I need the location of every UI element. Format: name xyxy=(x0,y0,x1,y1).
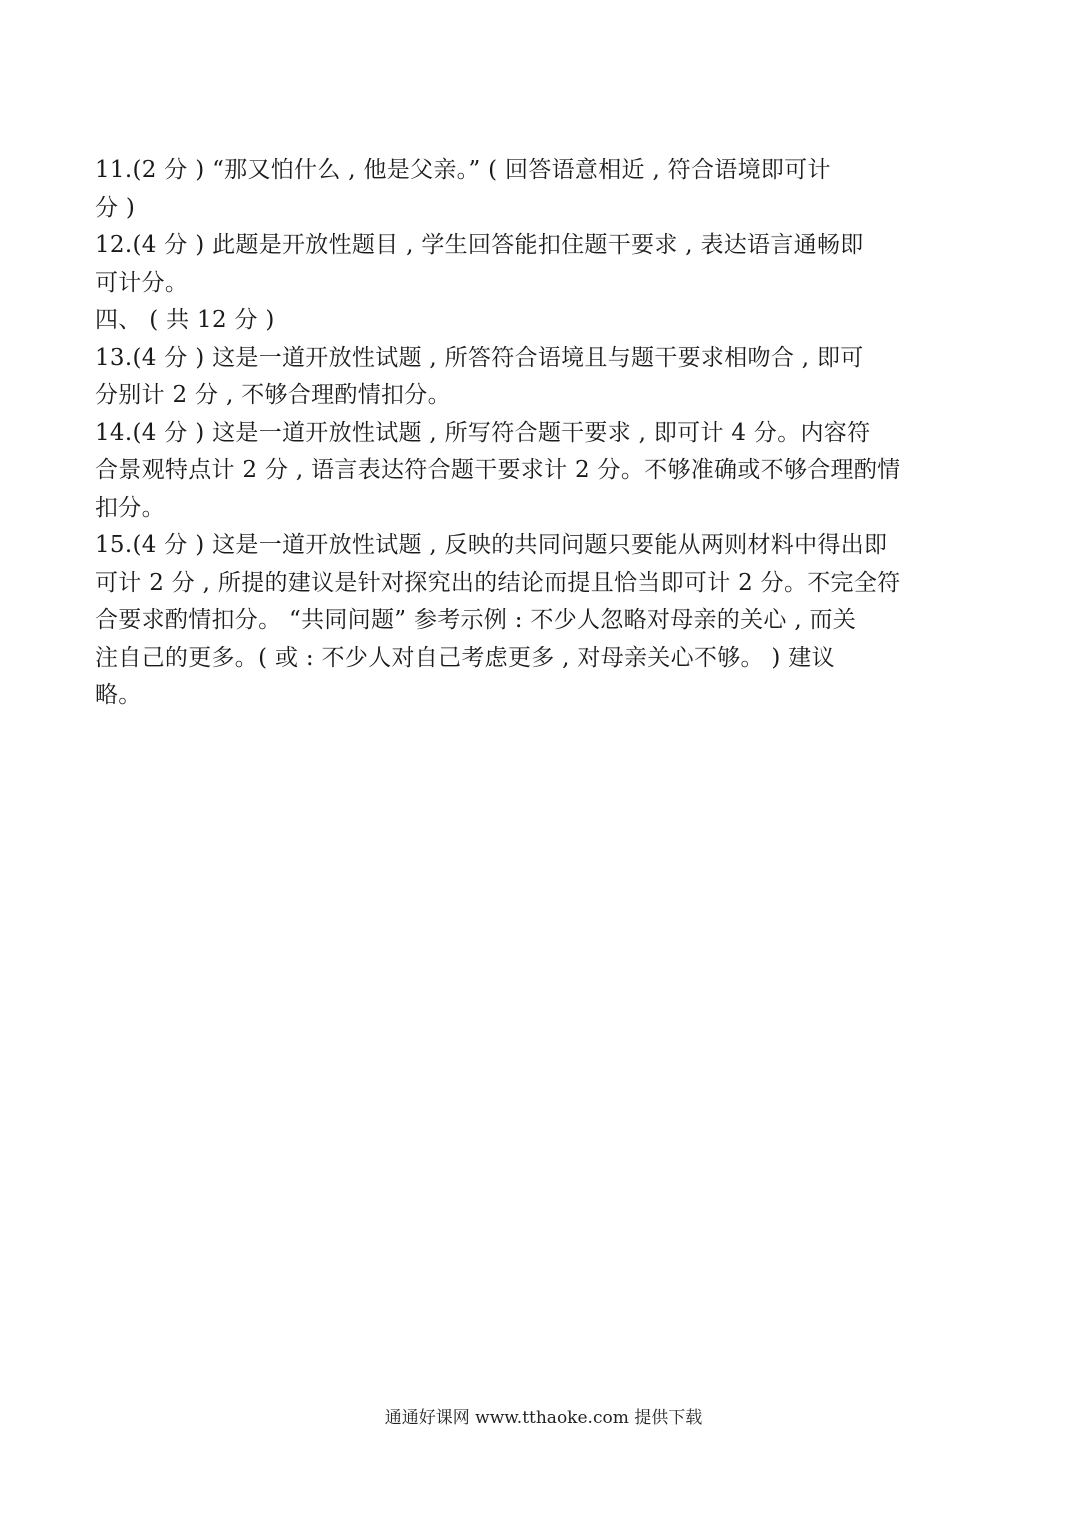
answer-key-text xyxy=(95,152,985,715)
text-line: 注自己的更多。( 或 : 不少人对自己考虑更多 , 对母亲关心不够。 ) 建议 xyxy=(95,644,835,671)
text-line: 可计 2 分 , 所提的建议是针对探究出的结论而提且恰当即可计 2 分。不完全符 xyxy=(95,569,901,596)
text-line: 扣分。 xyxy=(95,494,165,521)
text-line: 可计分。 xyxy=(95,269,189,296)
text-line: 11.(2 分 ) “那又怕什么 , 他是父亲。” ( 回答语意相近 , 符合语境即可计 xyxy=(95,157,831,183)
text-line: 分 ) xyxy=(95,194,136,221)
text-line: 12.(4 分 ) 此题是开放性题目 , 学生回答能扣住题干要求 , 表达语言通畅即 xyxy=(95,232,864,258)
text-line: 合要求酌情扣分。 “共同问题” 参考示例 : 不少人忽略对母亲的关心 , 而关 xyxy=(95,607,857,633)
text-line: 14.(4 分 ) 这是一道开放性试题 , 所写符合题干要求 , 即可计 4 分。内容符 xyxy=(95,419,871,446)
text-line: 略。 xyxy=(95,682,142,708)
page-footer: 通通好课网 www.tthaoke.com 提供下载 xyxy=(384,1408,703,1428)
text-line: 13.(4 分 ) 这是一道开放性试题 , 所答符合语境且与题干要求相吻合 , 即可 xyxy=(95,344,864,371)
section-heading: 四、 ( 共 12 分 ) xyxy=(95,307,275,333)
text-line: 分别计 2 分 , 不够合理酌情扣分。 xyxy=(95,382,451,408)
text-line: 合景观特点计 2 分 , 语言表达符合题干要求计 2 分。不够准确或不够合理酌情 xyxy=(95,457,901,483)
text-line: 15.(4 分 ) 这是一道开放性试题 , 反映的共同问题只要能从两则材料中得出即 xyxy=(95,532,888,558)
